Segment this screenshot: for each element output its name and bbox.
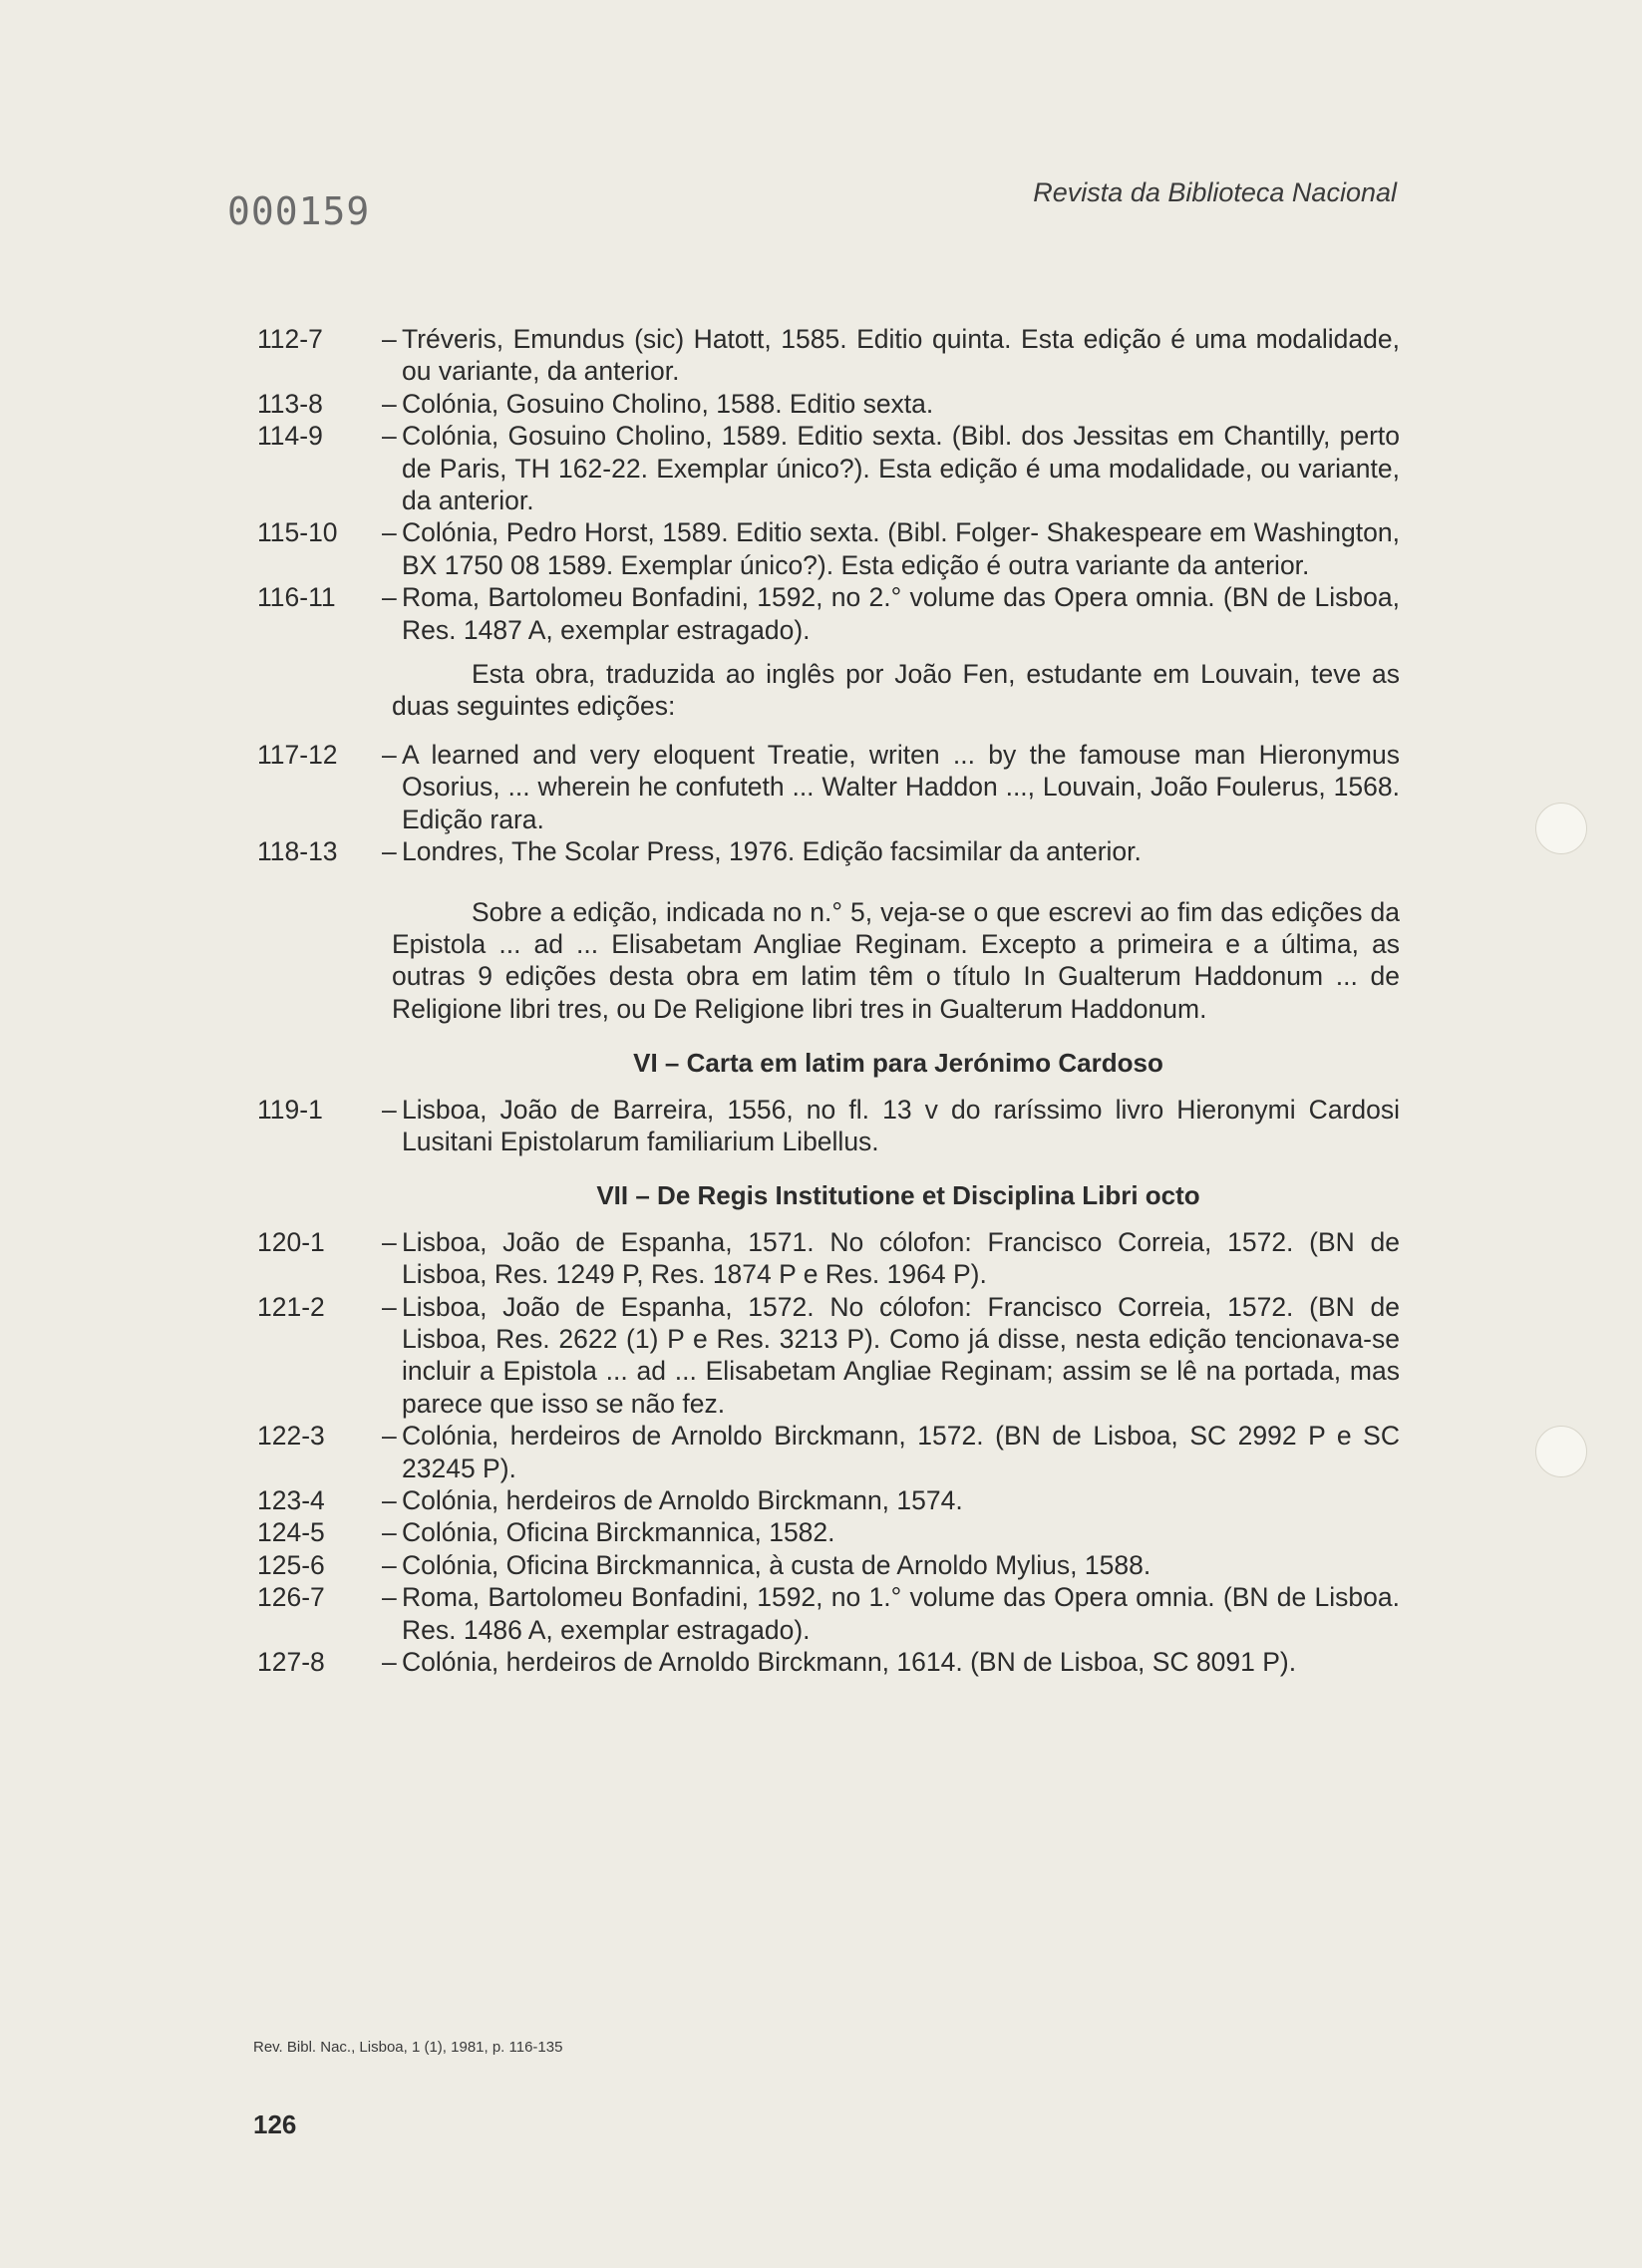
- entry-text: A learned and very eloquent Treatie, writen ... by the famouse man Hieronymus Osorius, ... wherein he confuteth ... Walter Haddon ..., Louvain, João Foulerus, 1568. Edição rara.: [402, 739, 1400, 834]
- entry-dash: –: [382, 582, 397, 613]
- entry-dash: –: [382, 1485, 397, 1515]
- paragraph-text: Sobre a edição, indicada no n.° 5, veja-se o que escrevi ao fim das edições da Epistola ... ad ... Elisabetam Angliae Reginam. Excepto a primeira e a última, as outras 9 edições desta obra em latim têm o título In Gualterum Haddonum ... de Religione libri tres, ou De Religione libri tres in Gualterum Haddonum.: [392, 896, 1400, 1024]
- entry-dash: –: [382, 324, 397, 354]
- bibliography-entry: [257, 1516, 1400, 1548]
- entry-number: 115-10: [257, 517, 338, 548]
- section-title-vii: VII – De Regis Institutione et Disciplina Libri octo: [596, 1180, 1200, 1211]
- entry-number: 123-4: [257, 1485, 325, 1515]
- bibliography-entry: [257, 1646, 1400, 1678]
- entry-text: Roma, Bartolomeu Bonfadini, 1592, no 2.° volume das Opera omnia. (BN de Lisboa, Res. 1487 A, exemplar estragado).: [402, 582, 1400, 645]
- entry-number: 117-12: [257, 739, 338, 770]
- entry-number: 125-6: [257, 1549, 325, 1580]
- binder-hole: [1535, 803, 1587, 854]
- entry-number: 116-11: [257, 582, 336, 613]
- entry-text: Lisboa, João de Espanha, 1572. No cólofon: Francisco Correia, 1572. (BN de Lisboa, Res. 2622 (1) P e Res. 3213 P). Como já disse, nesta edição tencionava-se incluir a Epistola ... ad ... Elisabetam Angliae Reginam; assim se lê na portada, mas parece que isso se não fez.: [402, 1291, 1400, 1419]
- entry-text: Lisboa, João de Barreira, 1556, no fl. 13 v do raríssimo livro Hieronymi Cardosi Lusitani Epistolarum familiarium Libellus.: [402, 1094, 1400, 1156]
- entry-number: 126-7: [257, 1582, 325, 1613]
- entry-dash: –: [382, 1647, 397, 1678]
- entry-dash: –: [382, 1226, 397, 1257]
- entry-dash: –: [382, 1549, 397, 1580]
- bibliography-entry: [257, 739, 1400, 835]
- page-number: 126: [253, 2109, 297, 2139]
- binder-hole: [1535, 1426, 1587, 1477]
- paragraph-text: Esta obra, traduzida ao inglês por João Fen, estudante em Louvain, teve as duas seguintes edições:: [392, 659, 1400, 722]
- entry-dash: –: [382, 1291, 397, 1322]
- entry-text: Roma, Bartolomeu Bonfadini, 1592, no 1.° volume das Opera omnia. (BN de Lisboa. Res. 1486 A, exemplar estragado).: [402, 1582, 1400, 1645]
- entry-list-section-vii: [257, 1226, 1400, 1679]
- bibliography-entry: [257, 1549, 1400, 1581]
- entry-number: 127-8: [257, 1647, 325, 1678]
- entry-dash: –: [382, 836, 397, 867]
- entry-dash: –: [382, 421, 397, 452]
- entry-text: Tréveris, Emundus (sic) Hatott, 1585. Editio quinta. Esta edição é uma modalidade, ou variante, da anterior.: [402, 324, 1400, 387]
- main-text: [257, 323, 1400, 1678]
- entry-dash: –: [382, 388, 397, 419]
- entry-text: Colónia, Pedro Horst, 1589. Editio sexta. (Bibl. Folger- Shakespeare em Washington, BX 1750 08 1589. Exemplar único?). Esta edição é outra variante da anterior.: [402, 517, 1400, 580]
- entry-list-a: [257, 323, 1400, 646]
- bibliography-entry: [257, 1226, 1400, 1291]
- entry-dash: –: [382, 739, 397, 770]
- entry-text: Londres, The Scolar Press, 1976. Edição facsimilar da anterior.: [402, 836, 1142, 867]
- bibliography-entry: [257, 835, 1400, 867]
- entry-text: Colónia, Gosuino Cholino, 1588. Editio sexta.: [402, 388, 934, 419]
- entry-text: Colónia, herdeiros de Arnoldo Birckmann, 1614. (BN de Lisboa, SC 8091 P).: [402, 1647, 1297, 1678]
- entry-number: 120-1: [257, 1226, 325, 1257]
- entry-text: Colónia, herdeiros de Arnoldo Birckmann, 1574.: [402, 1485, 963, 1515]
- entry-text: Colónia, herdeiros de Arnoldo Birckmann, 1572. (BN de Lisboa, SC 2992 P e SC 23245 P).: [402, 1421, 1400, 1483]
- entry-number: 119-1: [257, 1094, 323, 1125]
- inventory-stamp: 000159: [227, 189, 371, 233]
- entry-text: Colónia, Oficina Birckmannica, 1582.: [402, 1517, 835, 1548]
- entry-dash: –: [382, 1421, 397, 1452]
- citation-footer: Rev. Bibl. Nac., Lisboa, 1 (1), 1981, p. 116-135: [253, 2039, 563, 2056]
- bibliography-entry: [257, 420, 1400, 516]
- entry-dash: –: [382, 1094, 397, 1125]
- bibliography-entry: [257, 323, 1400, 388]
- paragraph-note: [392, 896, 1400, 1026]
- entry-number: 124-5: [257, 1517, 325, 1548]
- bibliography-entry: [257, 1291, 1400, 1421]
- bibliography-entry: [257, 1094, 1400, 1158]
- running-header: Revista da Biblioteca Nacional: [1033, 177, 1397, 207]
- entry-list-section-vi: [257, 1094, 1400, 1158]
- bibliography-entry: [257, 1484, 1400, 1516]
- entry-number: 114-9: [257, 421, 323, 452]
- bibliography-entry: [257, 388, 1400, 420]
- bibliography-entry: [257, 1420, 1400, 1484]
- entry-dash: –: [382, 1582, 397, 1613]
- paragraph-translation: [392, 658, 1400, 723]
- bibliography-entry: [257, 516, 1400, 581]
- bibliography-entry: [257, 581, 1400, 646]
- entry-number: 113-8: [257, 388, 323, 419]
- entry-dash: –: [382, 517, 397, 548]
- section-title-vi: VI – Carta em latim para Jerónimo Cardoso: [633, 1048, 1163, 1079]
- entry-text: Colónia, Gosuino Cholino, 1589. Editio sexta. (Bibl. dos Jessitas em Chantilly, perto de Paris, TH 162-22. Exemplar único?). Esta edição é uma modalidade, ou variante, da anterior.: [402, 421, 1400, 516]
- entry-number: 122-3: [257, 1421, 325, 1452]
- entry-text: Lisboa, João de Espanha, 1571. No cólofon: Francisco Correia, 1572. (BN de Lisboa, Res. 1249 P, Res. 1874 P e Res. 1964 P).: [402, 1226, 1400, 1290]
- entry-list-b: [257, 739, 1400, 868]
- entry-number: 118-13: [257, 836, 338, 867]
- bibliography-entry: [257, 1581, 1400, 1646]
- entry-number: 112-7: [257, 324, 323, 354]
- entry-number: 121-2: [257, 1291, 325, 1322]
- entry-dash: –: [382, 1517, 397, 1548]
- entry-text: Colónia, Oficina Birckmannica, à custa de Arnoldo Mylius, 1588.: [402, 1549, 1151, 1580]
